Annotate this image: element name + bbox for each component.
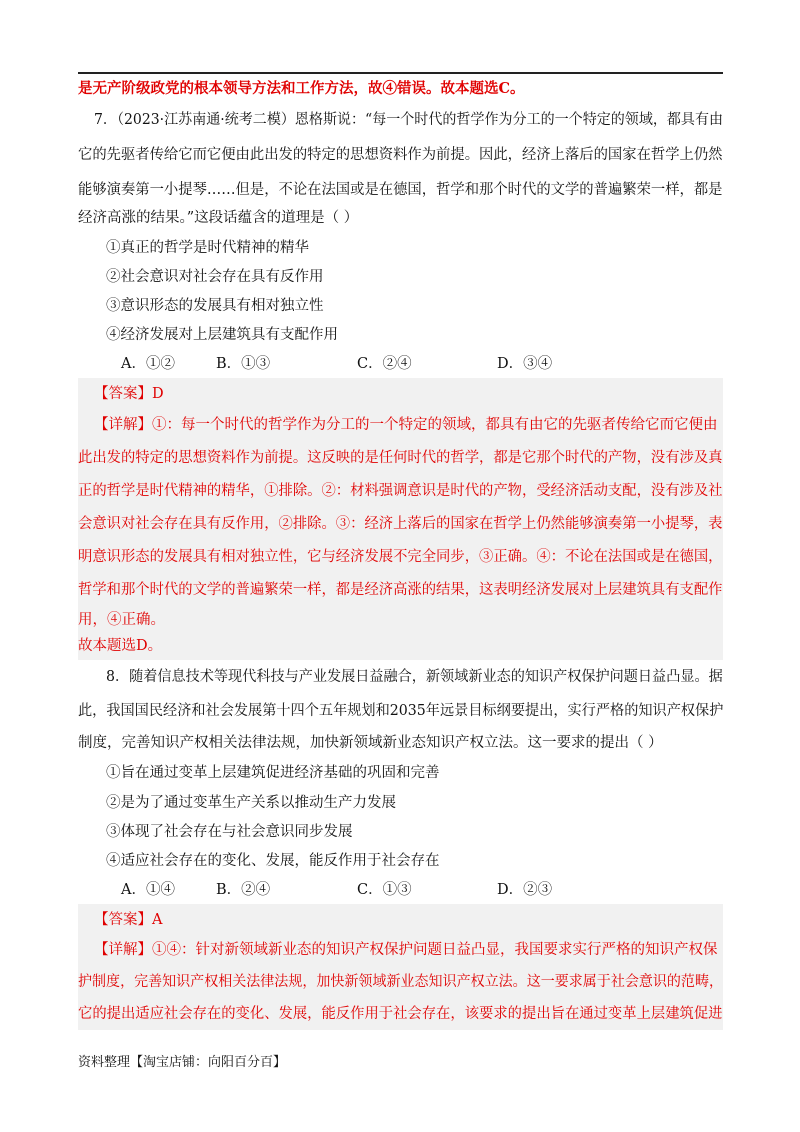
q8-option-c: C．①③ [357, 882, 412, 898]
q8-item: ②是为了通过变革生产关系以推动生产力发展 [106, 795, 396, 811]
q7-detail-line: 此出发的特定的思想资料作为前提。这反映的是任何时代的哲学，都是它那个时代的产物，没有涉及真 [78, 450, 723, 466]
q8-option-b: B．②④ [216, 882, 271, 898]
q8-detail-line: 护制度，完善知识产权相关法律法规，加快新领域新业态知识产权立法。这一要求属于社会意识的范畴， [78, 974, 723, 990]
q7-option-b: B．①③ [216, 356, 271, 372]
q8-answer: 【答案】A [94, 912, 163, 928]
q7-stem-line: 能够演奏第一小提琴……但是，不论在法国或是在德国，哲学和那个时代的文学的普遍繁荣一样，都是 [78, 182, 723, 198]
q7-stem-line: 经济高涨的结果。”这段话蕴含的道理是（ ） [78, 210, 359, 226]
q7-item: ②社会意识对社会存在具有反作用 [106, 269, 324, 285]
q7-detail-line: 【详解】①：每一个时代的哲学作为分工的一个特定的领域，都具有由它的先驱者传给它而它便由 [94, 417, 718, 433]
q7-item: ①真正的哲学是时代精神的精华 [106, 240, 309, 256]
q8-detail-line: 它的提出适应社会存在的变化、发展，能反作用于社会存在，该要求的提出旨在通过变革上层建筑促进 [78, 1006, 723, 1022]
q7-answer: 【答案】D [94, 386, 164, 402]
q8-item: ①旨在通过变革上层建筑促进经济基础的巩固和完善 [106, 765, 440, 781]
q7-item: ④经济发展对上层建筑具有支配作用 [106, 327, 338, 343]
q8-detail-line: 【详解】①④：针对新领域新业态的知识产权保护问题日益凸显，我国要求实行严格的知识产权保 [94, 942, 718, 958]
q7-detail-line: 明意识形态的发展具有相对独立性，它与经济发展不完全同步，③正确。④：不论在法国或是在德国， [78, 549, 723, 565]
q7-conclusion: 故本题选D。 [78, 638, 163, 654]
q7-item: ③意识形态的发展具有相对独立性 [106, 298, 324, 314]
footer-source: 资料整理【淘宝店铺：向阳百分百】 [78, 1055, 287, 1070]
header-rule [78, 72, 723, 74]
q8-stem-line: 此，我国国民经济和社会发展第十四个五年规划和2035年远景目标纲要提出，实行严格的知识产权保护 [78, 703, 724, 719]
q8-option-d: D．②③ [497, 882, 553, 898]
q7-option-d: D．③④ [497, 356, 553, 372]
q8-option-a: A．①④ [121, 882, 175, 898]
q7-detail-line: 正的哲学是时代精神的精华，①排除。②：材料强调意识是时代的产物，受经济活动支配，没有涉及社 [78, 483, 723, 499]
q8-item: ④适应社会存在的变化、发展，能反作用于社会存在 [106, 853, 440, 869]
q8-stem-line: 8．随着信息技术等现代科技与产业发展日益融合，新领域新业态的知识产权保护问题日益凸显。据 [106, 669, 723, 685]
q7-detail-line: 哲学和那个时代的文学的普遍繁荣一样，都是经济高涨的结果，这表明经济发展对上层建筑具有支配作 [78, 582, 723, 598]
q8-stem-line: 制度，完善知识产权相关法律法规，加快新领域新业态知识产权立法。这一要求的提出（ ） [78, 735, 663, 751]
q7-option-c: C．②④ [357, 356, 412, 372]
q7-stem-line: 7．（2023·江苏南通·统考二模）恩格斯说：“每一个时代的哲学作为分工的一个特定的领域，都具有由 [94, 112, 724, 128]
carryover-text: 是无产阶级政党的根本领导方法和工作方法，故④错误。故本题选C。 [78, 80, 525, 97]
q8-item: ③体现了社会存在与社会意识同步发展 [106, 824, 353, 840]
q7-option-a: A．①② [121, 356, 175, 372]
q7-stem-line: 它的先驱者传给它而它便由此出发的特定的思想资料作为前提。因此，经济上落后的国家在哲学上仍然 [78, 147, 723, 163]
q7-detail-line: 会意识对社会存在具有反作用，②排除。③：经济上落后的国家在哲学上仍然能够演奏第一小提琴，表 [78, 516, 723, 532]
q7-detail-line: 用，④正确。 [78, 612, 165, 628]
